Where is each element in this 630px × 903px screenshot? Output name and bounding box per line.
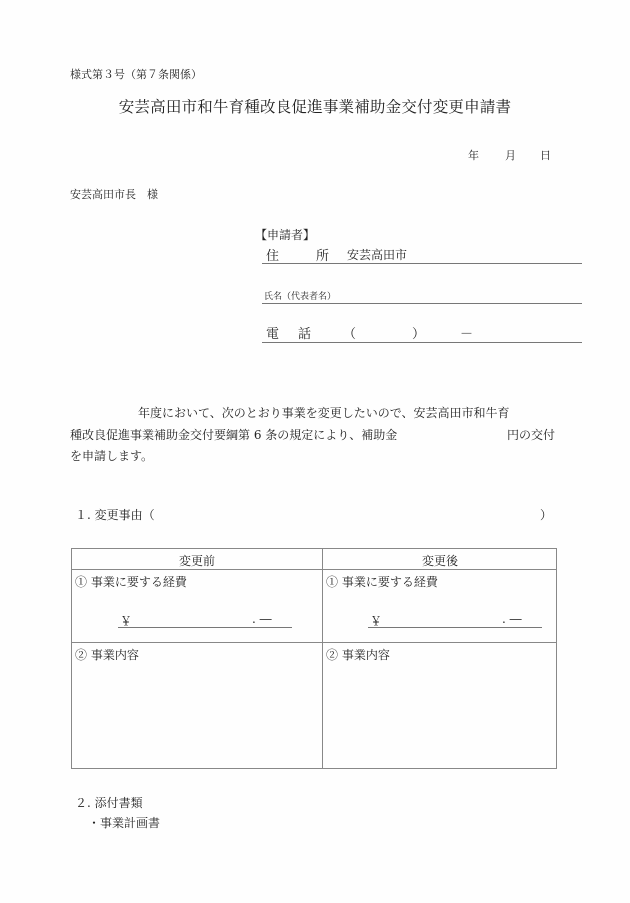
change-table [71,548,557,769]
page-title: 安芸高田市和牛育種改良促進事業補助金交付変更申請書 [118,98,512,116]
table-header-divider [72,569,556,570]
date-year-label: 年 [468,149,479,162]
address-underline [262,263,582,264]
addressee: 安芸高田市長 様 [70,188,158,201]
header-after: 変更後 [421,554,458,568]
phone-underline [262,342,582,343]
attachment-item: ・事業計画書 [88,816,161,830]
phone-close-paren: ） [412,327,426,342]
content-input-after[interactable] [323,663,556,768]
body-line-2a: 種改良促進事業補助金交付要綱第 6 条の規定により、補助金 [70,428,398,442]
name-underline [262,303,582,304]
header-before: 変更前 [178,554,215,568]
phone-open-paren: （ [343,327,357,342]
phone-dash: － [460,327,474,342]
form-number: 様式第３号（第７条関係） [70,68,202,81]
section-1-close: ） [540,508,553,522]
yen-icon: ￥ [120,614,133,628]
body-line-2b: 円の交付 [507,428,556,442]
date-day-label: 日 [540,149,551,162]
content-label-after: ② 事業内容 [326,648,390,662]
address-label-2: 所 [316,249,330,264]
table-row-divider [72,642,556,643]
section-2-label: ２. 添付書類 [75,796,143,810]
address-label-1: 住 [266,249,280,264]
content-label-before: ② 事業内容 [75,648,139,662]
cost-label-after: ① 事業に要する経費 [326,575,438,589]
cost-label-before: ① 事業に要する経費 [75,575,187,589]
address-value: 安芸高田市 [347,248,408,262]
name-label: 氏名（代表者名） [264,292,337,302]
cost-underline [368,627,542,628]
phone-label-2: 話 [298,327,312,342]
yen-icon: ￥ [370,614,383,628]
body-line-1: 年度において、次のとおり事業を変更したいので、安芸高田市和牛育 [138,406,510,420]
section-1-label: １. 変更事由（ [75,508,155,522]
date-month-label: 月 [505,149,516,162]
body-line-3: を申請します。 [70,449,154,463]
cost-underline [118,627,292,628]
cost-suffix: . ― [252,612,272,626]
phone-label-1: 電 [266,327,280,342]
content-input-before[interactable] [72,663,322,768]
applicant-heading: 【申請者】 [255,228,316,242]
cost-suffix: . ― [502,612,522,626]
